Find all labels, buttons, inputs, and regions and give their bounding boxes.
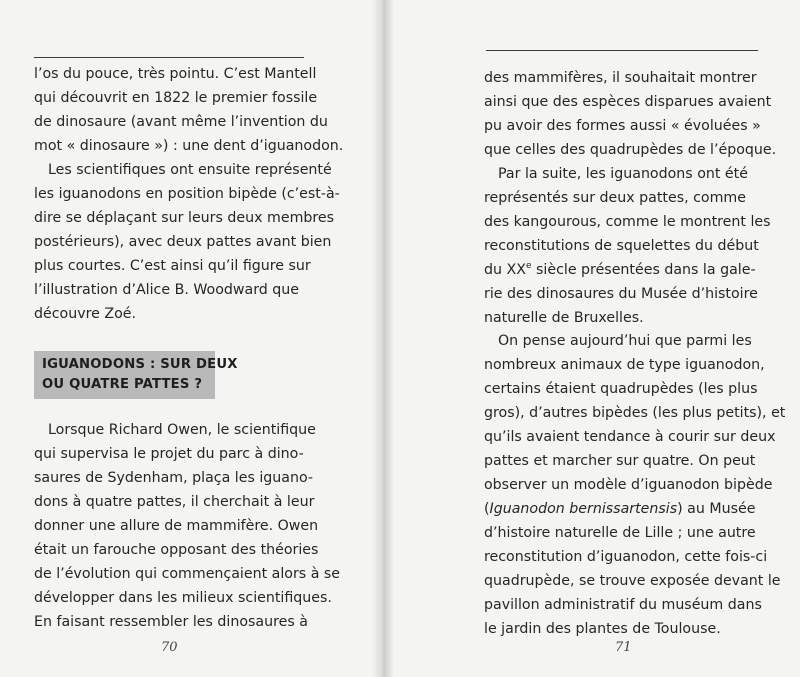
left-paragraph-block: [34, 62, 344, 326]
text-line: Lorsque Richard Owen, le scientifique: [48, 422, 316, 438]
text-line: reconstitutions de squelettes du début: [484, 238, 759, 254]
left-paragraph-block: [34, 418, 341, 634]
text-line: des mammifères, il souhaitait montrer: [484, 70, 757, 86]
text-line: gros), d’autres bipèdes (les plus petits), et: [484, 405, 786, 421]
text-line: quadrupède, se trouve exposée devant le: [484, 573, 781, 589]
text-line: dire se déplaçant sur leurs deux membres: [34, 210, 335, 226]
text-line: nombreux animaux de type iguanodon,: [484, 357, 765, 373]
page-number: 70: [161, 640, 178, 655]
text-line: découvre Zoé.: [34, 306, 137, 322]
century-text: du XX: [484, 262, 526, 278]
text-line: On pense aujourd’hui que parmi les: [498, 333, 752, 349]
text-line: rie des dinosaures du Musée d’histoire: [484, 286, 758, 302]
text-line: pu avoir des formes aussi « évoluées »: [484, 118, 761, 134]
text-line: saures de Sydenham, plaça les iguano-: [34, 470, 314, 486]
species-name: Iguanodon bernissartensis: [489, 501, 678, 517]
text-line: certains étaient quadrupèdes (les plus: [484, 381, 758, 397]
page-number: 71: [615, 640, 632, 655]
text-line: [484, 497, 762, 521]
text-line: qui supervisa le projet du parc à dino-: [34, 446, 304, 462]
section-heading-line: IGUANODONS : SUR DEUX: [42, 357, 238, 372]
text-line: était un farouche opposant des théories: [34, 542, 319, 558]
text-line: des kangourous, comme le montrent les: [484, 214, 771, 230]
text-fragment: ) au Musée: [677, 501, 756, 517]
text-line: reconstitution d’iguanodon, cette fois-ci: [484, 549, 768, 565]
text-line: développer dans les milieux scientifiques.: [34, 590, 332, 606]
text-line: d’histoire naturelle de Lille ; une autre: [484, 525, 756, 541]
text-line: que celles des quadrupèdes de l’époque.: [484, 142, 777, 158]
text-line: représentés sur deux pattes, comme: [484, 190, 746, 206]
section-heading-line: OU QUATRE PATTES ?: [42, 377, 203, 392]
text-line: qui découvrit en 1822 le premier fossile: [34, 90, 318, 106]
text-line: postérieurs), avec deux pattes avant bien: [34, 234, 332, 250]
text-line: Les scientifiques ont ensuite représenté: [48, 162, 332, 178]
text-line: les iguanodons en position bipède (c’est-à-: [34, 186, 340, 202]
text-line: ainsi que des espèces disparues avaient: [484, 94, 772, 110]
right-page: [394, 0, 800, 677]
text-line: qu’ils avaient tendance à courir sur deux: [484, 429, 776, 445]
text-line: mot « dinosaure ») : une dent d’iguanodon.: [34, 138, 344, 154]
text-line: donner une allure de mammifère. Owen: [34, 518, 319, 534]
text-line: pattes et marcher sur quatre. On peut: [484, 453, 756, 469]
right-paragraph-block: [484, 66, 777, 330]
text-line: de l’évolution qui commençaient alors à se: [34, 566, 341, 582]
text-line: le jardin des plantes de Toulouse.: [484, 621, 721, 637]
text-line: plus courtes. C’est ainsi qu’il figure sur: [34, 258, 311, 274]
text-line: Par la suite, les iguanodons ont été: [498, 166, 748, 182]
text-line: dons à quatre pattes, il cherchait à leur: [34, 494, 315, 510]
text-line: naturelle de Bruxelles.: [484, 310, 644, 326]
text-line: l’illustration d’Alice B. Woodward que: [34, 282, 300, 298]
header-rule: [486, 50, 758, 51]
text-line: l’os du pouce, très pointu. C’est Mantell: [34, 66, 317, 82]
header-rule: [34, 57, 304, 58]
superscript: e: [525, 261, 532, 271]
text-line: observer un modèle d’iguanodon bipède: [484, 477, 773, 493]
left-page: [0, 0, 380, 677]
text-line: En faisant ressembler les dinosaures à: [34, 614, 308, 630]
text-fragment: (: [484, 501, 490, 517]
section-heading: [34, 351, 238, 399]
text-line: de dinosaure (avant même l’invention du: [34, 114, 328, 130]
text-line: pavillon administratif du muséum dans: [484, 597, 762, 613]
text-line: [484, 258, 762, 282]
text-fragment: siècle présentées dans la gale-: [531, 262, 756, 278]
right-paragraph-block: [484, 329, 786, 641]
